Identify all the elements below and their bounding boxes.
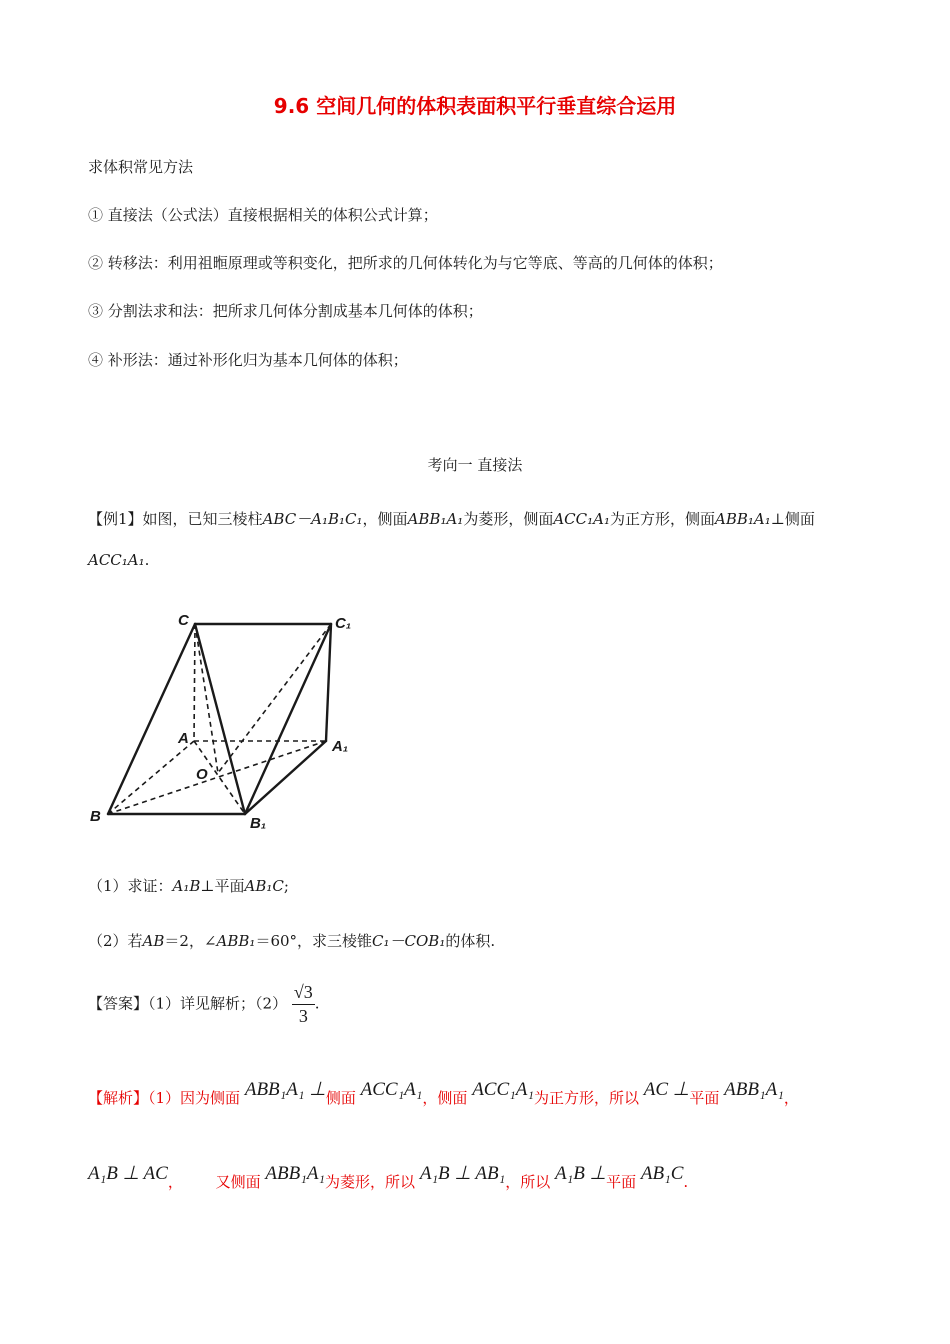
method-item-4: ④ 补形法：通过补形化归为基本几何体的体积； [88, 351, 408, 369]
method-item-1: ① 直接法（公式法）直接根据相关的体积公式计算； [88, 206, 438, 224]
analysis-line-2: A₁B ⊥ AC， 又侧面 ABB₁A₁为菱形，所以 A₁B ⊥ AB₁，所以 A₁B ⊥平面 AB₁C. [88, 1163, 689, 1191]
edge-c-b1 [195, 624, 245, 814]
prism-figure [88, 603, 368, 838]
analysis-line-1: 【解析】（1）因为侧面 ABB₁A₁ ⊥侧面 ACC₁A₁，侧面 ACC₁A₁为正方形，所以 AC ⊥平面 ABB₁A₁， [88, 1079, 799, 1107]
question-1: （1）求证：A₁B⊥平面AB₁C; [88, 877, 289, 895]
example-line-2: ACC₁A₁. [88, 551, 150, 569]
example-line-1: 【例1】如图，已知三棱柱ABC－A₁B₁C₁，侧面ABB₁A₁为菱形，侧面ACC₁A₁为正方形，侧面ABB₁A₁⊥侧面 [88, 510, 815, 528]
analysis-label: 【解析】 [88, 1089, 149, 1107]
vertex-label-o: O [196, 766, 208, 783]
vertex-label-a1: A₁ [332, 738, 349, 755]
vertex-label-b: B [90, 808, 101, 825]
answer-fraction: $\frac{√3}{3}$ [293, 982, 313, 1026]
dashed-edge-a1-b [108, 741, 326, 814]
methods-heading: 求体积常见方法 [88, 158, 194, 176]
edge-a1-b1 [245, 741, 326, 814]
question-2: （2）若AB＝2，∠ABB₁＝60°，求三棱锥C₁－COB₁的体积. [88, 932, 496, 950]
method-item-3: ③ 分割法求和法：把所求几何体分割成基本几何体的体积； [88, 302, 483, 320]
vertex-label-a: A [178, 730, 189, 747]
edge-c-b [108, 624, 195, 814]
edge-c1-b1 [245, 624, 331, 814]
vertex-label-c: C [178, 612, 189, 629]
method-item-2: ② 转移法：利用祖暅原理或等积变化，把所求的几何体转化为与它等底、等高的几何体的体积； [88, 254, 723, 272]
answer-line: 【答案】（1）详见解析；（2） $\frac{√3}{3}$ . [88, 982, 320, 1026]
edge-c1-a1 [326, 624, 331, 741]
dashed-edge-c-a [194, 624, 195, 741]
vertex-label-b1: B₁ [250, 815, 267, 832]
example-label: 【例1】 [88, 510, 143, 528]
page-title: 9.6 空间几何的体积表面积平行垂直综合运用 [273, 94, 677, 118]
dashed-edge-a-b [108, 741, 194, 814]
section-heading: 考向一 直接法 [427, 456, 523, 474]
answer-label: 【答案】 [88, 994, 149, 1013]
vertex-label-c1: C₁ [335, 615, 352, 632]
